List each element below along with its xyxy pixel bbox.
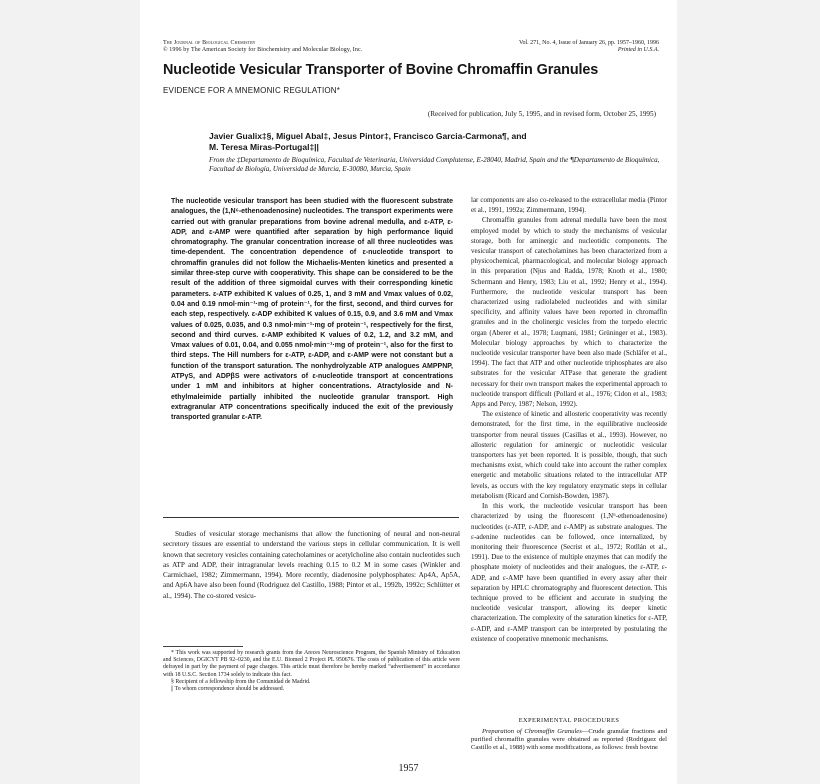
authors-line-1: Javier Gualix‡§, Miguel Abal‡, Jesus Pintor‡, Francisco Garcia-Carmona¶, and bbox=[209, 131, 527, 141]
volume-line: Vol. 271, No. 4, Issue of January 26, pp. 1957–1960, 1996 bbox=[518, 40, 659, 46]
article-subtitle: EVIDENCE FOR A MNEMONIC REGULATION* bbox=[163, 86, 341, 95]
footnotes bbox=[163, 650, 460, 693]
journal-name: The Journal of Biological Chemistry bbox=[163, 40, 256, 46]
paragraph: The existence of kinetic and allosteric cooperativity was recently demonstrated, for the first time, in the equilibrative nucleoside transporter from neural tissues (Casillas et al., 1993). However, no allosteric regulation for aminergic or nucleotidic vesicular transporters has yet been reported. It is possible, though, that such mechanisms exist, which could take into account the rather complex energetic and metabolic situations related to the intracellular ATP levels, as occurs with the key regulatory enzymatic steps in cellular metabolism (Ricard and Cornish-Bowden, 1987). bbox=[471, 410, 667, 500]
received-dates: (Received for publication, July 5, 1995, and in revised form, October 25, 1995) bbox=[427, 110, 656, 118]
experimental-text: —Crude granular fractions and purified chromaffin granules were obtained as reported (Rodriguez del Castillo et al., 1988) with some modifications, as follows: fresh bovine bbox=[471, 728, 667, 752]
author-list bbox=[209, 131, 659, 153]
experimental-paragraph bbox=[471, 728, 667, 753]
introduction-right-column bbox=[471, 195, 667, 644]
footnote-divider bbox=[163, 646, 243, 647]
subsection-title: Preparation of Chromaffin Granules bbox=[482, 728, 582, 735]
section-heading: EXPERIMENTAL PROCEDURES bbox=[518, 717, 620, 724]
page-number: 1957 bbox=[398, 763, 419, 774]
footnote-fellowship: § Recipient of a fellowship from the Comunidad de Madrid. bbox=[171, 678, 311, 685]
paragraph: In this work, the nucleotide vesicular transport has been characterized by using the fluorescent (1,N⁶-ethenoadenosine) nucleotides (ε-ATP, ε-ADP, and ε-AMP) as substrate analogues. The ε-adenine nucleotides can be followed, once internalized, by monitoring their fluorescence (Secrist et al., 1972; Rotllán et al., 1991). Due to the existence of multiple enzymes that can modify the phosphate moiety of nucleotides and their analogues, the ε-ATP, ε-ADP, and ε-AMP have been quantified in every assay after their separation by HPLC chromatography and fluorescent detection. This technique proved to be efficient and accurate in studying the nucleotide vesicular transport, allowing its deeper kinetic characterization. The complexity of the saturation kinetics for ε-ATP, ε-ADP, and ε-AMP transport can be interpreted by postulating the existence of cooperative mnemonic mechanisms. bbox=[471, 502, 667, 643]
abstract: The nucleotide vesicular transport has been studied with the fluorescent substrate analogues, the (1,N⁶-ethenoadenosine) nucleotides. The transport experiments were carried out with granular preparations from bovine adrenal medulla, and ε-ATP, ε-ADP, and ε-AMP were quantified after separation by high performance liquid chromatography. The granular concentration increase of all three nucleotides was time-dependent. The concentration dependence of ε-nucleotide transport to chromaffin granules did not follow the Michaelis-Menten kinetics and presented a similar three-step curve with cooperativity. This shape can be considered to be the result of the addition of three sigmoidal curves with their corresponding kinetic parameters. ε-ATP exhibited K values of 0.25, 1, and 3 mM and Vmax values of 0.02, 0.04 and 0.19 nmol·min⁻¹·mg of protein⁻¹, for the first, second, and third curves for each step, respectively. ε-ADP exhibited K values of 0.15, 0.9, and 3.6 mM and Vmax values of 0.025, 0.035, and 0.3 nmol·min⁻¹·mg of protein⁻¹, respectively for the first, second and third curves. ε-AMP exhibited K values of 0.2, 1.2, and 3.2 mM, and Vmax values of 0.01, 0.04, and 0.055 nmol·min⁻¹·mg of protein⁻¹, also for the first to third steps. The Hill numbers for ε-ATP, ε-ADP, and ε-AMP were not constant but a function of the transport saturation. The nonhydrolyzable ATP analogues AMPPNP, ATPγS, and ADPβS were activators of ε-nucleotide transport at concentrations under 1 mM and inhibitors at higher concentrations. Atractyloside and N-ethylmaleimide partially inhibited the nucleotide granular transport. High extragranular ATP concentrations specifically induced the exit of the previously transported granular ε-ATP. bbox=[171, 198, 453, 422]
issue-header bbox=[519, 40, 659, 54]
journal-page bbox=[140, 0, 677, 784]
introduction-left-column: Studies of vesicular storage mechanisms that allow the functioning of neural and non-neural secretory tissues are essential to understand the various steps in cellular communication. It is well known that secretory vesicles containing catecholamines or acetylcholine also contain nucleotides such as ATP and ADP, their intragranular levels reaching 0.15 to 0.2 M in some cases (Winkler and Carmichael, 1982; Zimmermann, 1994). More recently, diadenosine polyphosphates: Ap4A, Ap5A, and Ap6A have also been found (Rodriguez del Castillo, 1988; Pintor et al., 1992b, 1992c; Schlütter et al., 1994). The co-stored vesicu- bbox=[163, 530, 460, 600]
author-affiliations: From the ‡Departamento de Bioquímica, Facultad de Veterinaria, Universidad Complutense, E-28040, Madrid, Spain and the ¶Departamento de Bioquímica, Facultad de Biología, Universidad de Murcia, E-30080, Murcia, Spain bbox=[209, 156, 660, 173]
abstract-divider bbox=[163, 517, 459, 518]
footnote-funding: * This work was supported by research grants from the Areces Neuroscience Program, the Spanish Ministry of Education and Sciences, DGICYT PB 92–0230, and the E.U. Biomed 2 Project PL 950676. The costs of publication of this article were defrayed in part by the payment of page charges. This article must therefore be hereby marked “advertisement” in accordance with 18 U.S.C. Section 1734 solely to indicate this fact. bbox=[163, 650, 460, 678]
paragraph: lar components are also co-released to the extracellular media (Pintor et al., 1991, 1992a; Zimmermann, 1994). bbox=[471, 196, 667, 215]
copyright-line: © 1996 by The American Society for Biochemistry and Molecular Biology, Inc. bbox=[163, 47, 363, 53]
journal-header bbox=[163, 40, 362, 54]
printed-line: Printed in U.S.A. bbox=[617, 47, 659, 53]
paragraph: Chromaffin granules from adrenal medulla have been the most employed model by which to study the mechanisms of vesicular storage, both for aminergic and nucleotidic components. The vesicular transport of catecholamines has been characterized from a physicochemical, pharmacological, and molecular biology approach in this preparation (Njus and Radda, 1978; Knoth et al., 1980; Schermann and Henry, 1983; Liu et al., 1992; Henry et al., 1994). Furthermore, the nucleotide vesicular transport has been characterized using radiolabeled nucleotides and with similar specificity, and affinity values have been reported in chromaffin granules and in the cholinergic vesicles from the torpedo electric organ (Aberer et al., 1978; Luqmani, 1981; Grüninger et al., 1983). Molecular biology approaches by which to characterize the nucleotide vesicular transporter have been also made (Schläfer et al., 1994). The fact that ATP and other nucleotide triphosphates are also substrates for the vesicular ATPase that generate the gradient necessary for their own transport makes the experimental approach to nucleotide transport difficult (Pollard et al., 1976; Cidon et al., 1983; Apps and Percy, 1987; Nelson, 1992). bbox=[471, 216, 667, 409]
footnote-correspondence: || To whom correspondence should be addressed. bbox=[171, 686, 285, 693]
authors-line-2: M. Teresa Miras-Portugal‡|| bbox=[209, 142, 319, 152]
article-title: Nucleotide Vesicular Transporter of Bovine Chromaffin Granules bbox=[163, 62, 599, 78]
